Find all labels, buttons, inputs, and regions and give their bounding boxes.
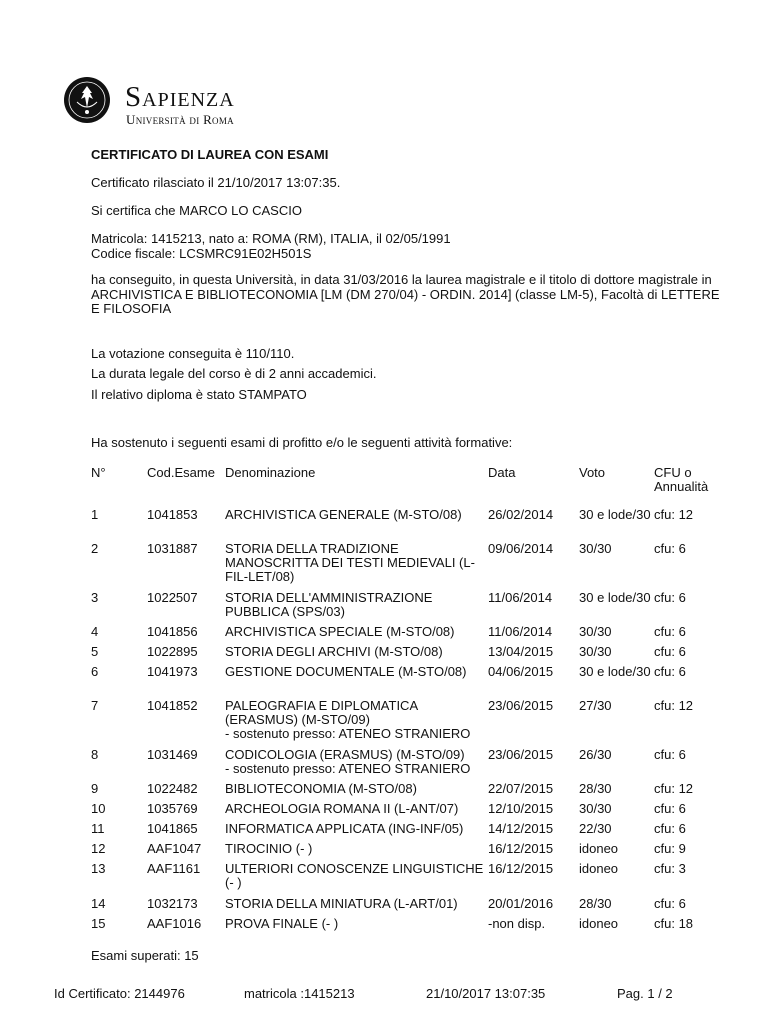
university-logo: [63, 76, 253, 136]
exam-name: GESTIONE DOCUMENTALE (M-STO/08): [225, 664, 467, 679]
durata-line: La durata legale del corso è di 2 anni accademici.: [91, 366, 377, 381]
cell-denominazione: [225, 665, 488, 699]
table-row: [91, 542, 734, 591]
cell-denominazione: [225, 782, 488, 802]
cell-n: 13: [91, 861, 106, 876]
header-cod-esame: Cod.Esame: [147, 465, 215, 480]
brand-subtitle: Università di Roma: [126, 112, 234, 127]
exam-note: - sostenuto presso: ATENEO STRANIERO: [225, 726, 471, 741]
table-row: [91, 625, 734, 645]
issued-line: Certificato rilasciato il 21/10/2017 13:07:35.: [91, 175, 341, 190]
cell-denominazione: [225, 917, 488, 937]
cell-data: 11/06/2014: [488, 624, 553, 639]
cell-cod-esame: 1031887: [147, 541, 198, 556]
cell-voto: 28/30: [579, 781, 612, 796]
cell-cod-esame: 1041973: [147, 664, 198, 679]
cell-n: 9: [91, 781, 99, 796]
footer-matricola: matricola :1415213: [244, 986, 355, 1001]
cell-data: 13/04/2015: [488, 644, 554, 659]
exam-name: ARCHIVISTICA SPECIALE (M-STO/08): [225, 624, 455, 639]
cell-voto: 28/30: [579, 896, 612, 911]
cell-n: 3: [91, 590, 99, 605]
table-row: [91, 645, 734, 665]
exam-name: PALEOGRAFIA E DIPLOMATICA (ERASMUS) (M-STO/09): [225, 698, 418, 727]
cell-cod-esame: 1041856: [147, 624, 198, 639]
cell-n: 14: [91, 896, 106, 911]
exam-note: - sostenuto presso: ATENEO STRANIERO: [225, 761, 471, 776]
cell-data: 16/12/2015: [488, 841, 554, 856]
cell-cfu: cfu: 18: [654, 916, 694, 931]
cell-data: 23/06/2015: [488, 698, 554, 713]
exam-name: ARCHIVISTICA GENERALE (M-STO/08): [225, 507, 462, 522]
cell-denominazione: [225, 645, 488, 665]
cell-data: 23/06/2015: [488, 747, 554, 762]
cell-cod-esame: 1022482: [147, 781, 198, 796]
cell-data: 16/12/2015: [488, 861, 554, 876]
header-denominazione: Denominazione: [225, 465, 316, 480]
seal-icon: [63, 76, 111, 124]
cell-n: 5: [91, 644, 99, 659]
cell-cfu: cfu: 6: [654, 644, 686, 659]
table-row: [91, 665, 734, 699]
certify-line: Si certifica che MARCO LO CASCIO: [91, 203, 302, 218]
cell-denominazione: [225, 897, 488, 917]
table-row: [91, 822, 734, 842]
cell-n: 4: [91, 624, 99, 639]
cell-voto: 30 e lode/30: [579, 507, 651, 522]
table-row: [91, 748, 734, 782]
cell-cod-esame: AAF1016: [147, 916, 202, 931]
cell-cfu: cfu: 12: [654, 781, 694, 796]
cell-denominazione: [225, 802, 488, 822]
exam-name: STORIA DELLA TRADIZIONE MANOSCRITTA DEI TESTI MEDIEVALI (L-FIL-LET/08): [225, 541, 475, 584]
cell-data: 12/10/2015: [488, 801, 554, 816]
cell-n: 15: [91, 916, 106, 931]
cell-cod-esame: 1035769: [147, 801, 198, 816]
cell-cfu: cfu: 12: [654, 698, 694, 713]
cell-denominazione: [225, 508, 488, 542]
header-n: N°: [91, 465, 106, 480]
matricola-line: Matricola: 1415213, nato a: ROMA (RM), ITALIA, il 02/05/1991: [91, 231, 451, 246]
cell-denominazione: [225, 591, 488, 625]
cell-cod-esame: 1041865: [147, 821, 198, 836]
cell-n: 11: [91, 821, 105, 836]
cell-denominazione: [225, 822, 488, 842]
table-row: [91, 802, 734, 822]
cell-cfu: cfu: 6: [654, 541, 686, 556]
cell-voto: idoneo: [579, 916, 619, 931]
cell-voto: 22/30: [579, 821, 612, 836]
table-row: [91, 862, 734, 897]
exam-name: INFORMATICA APPLICATA (ING-INF/05): [225, 821, 464, 836]
cell-n: 6: [91, 664, 99, 679]
cell-cod-esame: 1041852: [147, 698, 198, 713]
cell-data: 14/12/2015: [488, 821, 554, 836]
cell-cfu: cfu: 6: [654, 664, 686, 679]
cell-n: 7: [91, 698, 99, 713]
cell-cod-esame: 1031469: [147, 747, 198, 762]
table-row: [91, 917, 734, 937]
cell-voto: idoneo: [579, 861, 619, 876]
cell-cfu: cfu: 6: [654, 590, 686, 605]
cell-cfu: cfu: 6: [654, 624, 686, 639]
cell-cfu: cfu: 6: [654, 821, 686, 836]
exam-name: CODICOLOGIA (ERASMUS) (M-STO/09): [225, 747, 465, 762]
cell-cod-esame: 1032173: [147, 896, 198, 911]
table-row: [91, 897, 734, 917]
cell-n: 8: [91, 747, 99, 762]
table-header-row: [91, 466, 734, 508]
cell-cod-esame: 1022507: [147, 590, 198, 605]
cell-cod-esame: AAF1161: [147, 861, 201, 876]
cell-cod-esame: 1022895: [147, 644, 198, 659]
exam-name: STORIA DEGLI ARCHIVI (M-STO/08): [225, 644, 443, 659]
cell-voto: 30/30: [579, 801, 612, 816]
votazione-line: La votazione conseguita è 110/110.: [91, 346, 295, 361]
brand-name: Sapienza: [125, 81, 235, 113]
exams-table: [91, 466, 734, 937]
exam-name: ARCHEOLOGIA ROMANA II (L-ANT/07): [225, 801, 459, 816]
cell-voto: 30/30: [579, 624, 612, 639]
cell-voto: 30 e lode/30: [579, 664, 651, 679]
degree-paragraph: ha conseguito, in questa Università, in data 31/03/2016 la laurea magistrale e il titolo di dottore magistrale in ARCHIVISTICA E BIBLIOTECONOMIA [LM (DM 270/04) - ORDIN. 2014] (classe LM-5), Facoltà di LETTERE E FILOSOFIA: [91, 272, 720, 316]
codice-fiscale-line: Codice fiscale: LCSMRC91E02H501S: [91, 246, 312, 261]
cell-n: 2: [91, 541, 99, 556]
cell-n: 12: [91, 841, 106, 856]
cell-voto: 26/30: [579, 747, 612, 762]
cell-cfu: cfu: 6: [654, 896, 686, 911]
exam-name: PROVA FINALE (- ): [225, 916, 339, 931]
cell-denominazione: [225, 699, 488, 748]
cell-denominazione: [225, 842, 488, 862]
exams-passed: Esami superati: 15: [91, 948, 199, 963]
cell-data: 22/07/2015: [488, 781, 554, 796]
table-row: [91, 591, 734, 625]
cell-cfu: cfu: 6: [654, 801, 686, 816]
exam-name: ULTERIORI CONOSCENZE LINGUISTICHE (- ): [225, 861, 484, 890]
cell-cod-esame: AAF1047: [147, 841, 202, 856]
cell-voto: 30 e lode/30: [579, 590, 651, 605]
cell-n: 1: [91, 507, 99, 522]
cell-data: 09/06/2014: [488, 541, 554, 556]
cell-voto: 30/30: [579, 541, 612, 556]
exam-name: TIROCINIO (- ): [225, 841, 313, 856]
cell-data: 26/02/2014: [488, 507, 554, 522]
cell-cfu: cfu: 12: [654, 507, 694, 522]
table-row: [91, 508, 734, 542]
cell-data: 04/06/2015: [488, 664, 554, 679]
cell-cod-esame: 1041853: [147, 507, 198, 522]
cell-n: 10: [91, 801, 106, 816]
cell-data: 11/06/2014: [488, 590, 553, 605]
footer-timestamp: 21/10/2017 13:07:35: [426, 986, 546, 1001]
exam-name: STORIA DELLA MINIATURA (L-ART/01): [225, 896, 458, 911]
cell-denominazione: [225, 748, 488, 782]
cell-denominazione: [225, 625, 488, 645]
cell-data: 20/01/2016: [488, 896, 554, 911]
cell-data: -non disp.: [488, 916, 546, 931]
cell-voto: 30/30: [579, 644, 612, 659]
footer-page: Pag. 1 / 2: [617, 986, 673, 1001]
diploma-line: Il relativo diploma è stato STAMPATO: [91, 387, 307, 402]
cell-cfu: cfu: 9: [654, 841, 686, 856]
header-voto: Voto: [579, 465, 606, 480]
document-title: CERTIFICATO DI LAUREA CON ESAMI: [91, 147, 329, 162]
cell-voto: 27/30: [579, 698, 612, 713]
cell-voto: idoneo: [579, 841, 619, 856]
table-row: [91, 699, 734, 748]
table-row: [91, 842, 734, 862]
table-row: [91, 782, 734, 802]
exam-name: STORIA DELL'AMMINISTRAZIONE PUBBLICA (SPS/03): [225, 590, 433, 619]
exams-intro: Ha sostenuto i seguenti esami di profitto e/o le seguenti attività formative:: [91, 435, 513, 450]
exam-name: BIBLIOTECONOMIA (M-STO/08): [225, 781, 417, 796]
header-data: Data: [488, 465, 516, 480]
cell-cfu: cfu: 3: [654, 861, 686, 876]
cell-denominazione: [225, 862, 488, 897]
cell-denominazione: [225, 542, 488, 591]
header-cfu: CFU o Annualità: [654, 465, 709, 494]
cell-cfu: cfu: 6: [654, 747, 686, 762]
footer-id-certificato: Id Certificato: 2144976: [54, 986, 185, 1001]
